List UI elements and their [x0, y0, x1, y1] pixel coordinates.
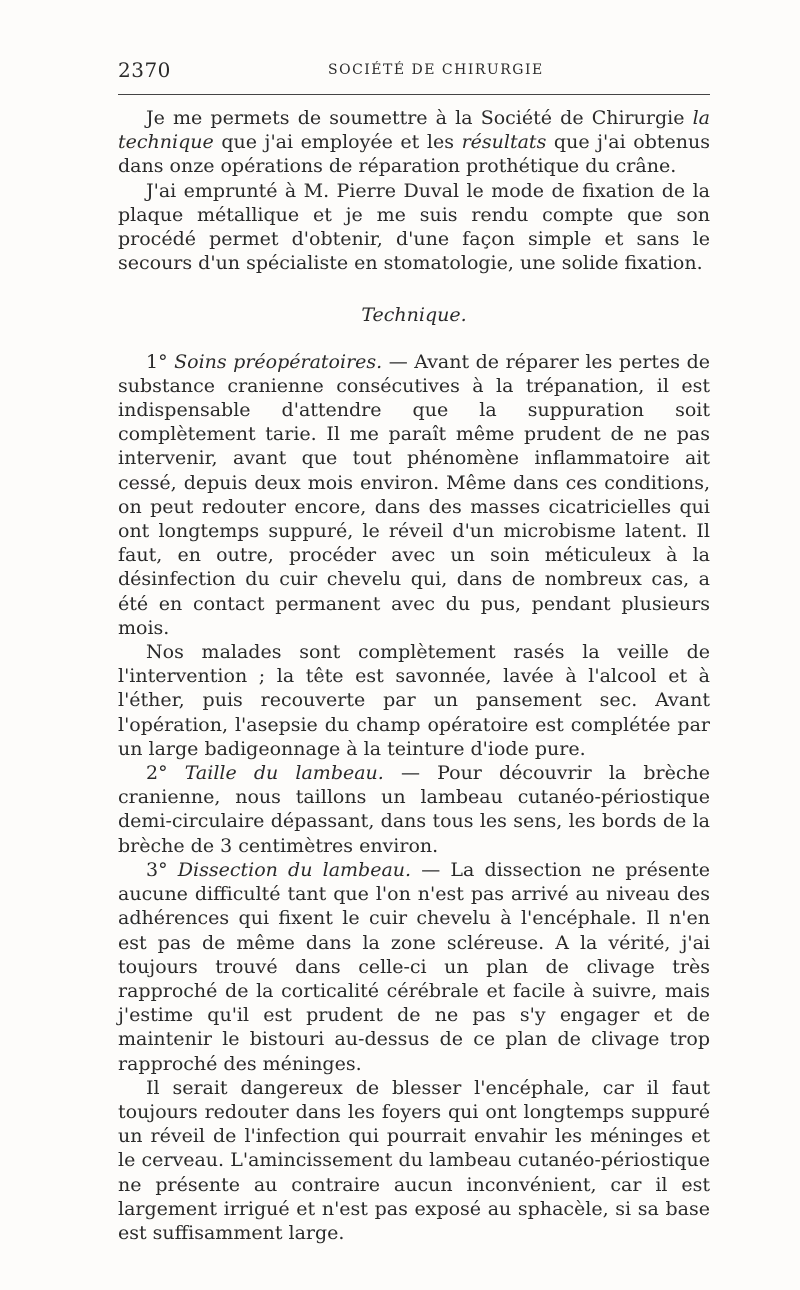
paragraph-dissection	[118, 858, 710, 1076]
item-title: Soins préopératoires.	[174, 350, 383, 373]
item-title: Dissection du lambeau.	[177, 858, 412, 881]
body-text	[118, 106, 710, 1245]
paragraph-malades: Nos malades sont complètement rasés la veille de l'intervention ; la tête est savonnée, lavée à l'alcool et à l'éther, puis recouverte par un pansement sec. Avant l'opération, l'asepsie du champ opératoire est complétée par un large badigeonnage à la teinture d'iode pure.	[118, 641, 710, 760]
text-run: — Pour découvrir la brèche cranienne, nous taillons un lambeau cutanéo-périostique demi-circulaire dépassant, dans tous les sens, les bords de la brèche de 3 centimètres environ.	[118, 762, 710, 857]
item-number: 1°	[146, 350, 175, 373]
header-rule	[118, 94, 710, 95]
text-run: que j'ai obtenus dans onze opérations de réparation prothétique du crâne.	[118, 131, 710, 178]
paragraph-taille	[118, 761, 710, 858]
page-number: 2370	[118, 58, 171, 82]
page-header	[118, 56, 710, 86]
item-title: Taille du lambeau.	[184, 762, 384, 785]
emphasis-resultats: résultats	[461, 131, 547, 154]
paragraph-duval: J'ai emprunté à M. Pierre Duval le mode de fixation de la plaque métallique et je me suis rendu compte que son procédé permet d'obtenir, d'une façon simple et sans le secours d'un spécialiste en stomatologie, une solide fixation.	[118, 179, 710, 275]
text-run: — La dissection ne présente aucune difficulté tant que l'on n'est pas arrivé au niveau des adhérences qui fixent le cuir chevelu à l'encéphale. Il n'en est pas de même dans la zone scléreuse. A la vérité, j'ai toujours trouvé dans celle-ci un plan de clivage très rapproché de la corticalité cérébrale et facile à suivre, mais j'estime qu'il est prudent de ne pas s'y engager et de maintenir le bistouri au-dessus de ce plan de clivage trop rapproché des méninges.	[118, 858, 710, 1075]
paragraph-soins	[118, 350, 710, 640]
text-run: Je me permets de soumettre à la Société de Chirurgie	[146, 107, 693, 129]
item-number: 3°	[146, 858, 178, 881]
running-head: SOCIÉTÉ DE CHIRURGIE	[328, 62, 544, 78]
section-title: Technique.	[361, 304, 467, 327]
text-run: — Avant de réparer les pertes de substance cranienne consécutives à la trépanation, il est indispensable d'attendre que la suppuration soit complètement tarie. Il me paraît même prudent de ne pas intervenir, avant que tout phénomène inflammatoire ait cessé, depuis deux mois environ. Même dans ces conditions, on peut redouter encore, dans des masses cicatricielles qui ont longtemps suppuré, le réveil d'un microbisme latent. Il faut, en outre, procéder avec un soin méticuleux à la désinfection du cuir chevelu qui, dans de nombreux cas, a été en contact permanent avec du pus, pendant plusieurs mois.	[118, 350, 710, 639]
paragraph-danger: Il serait dangereux de blesser l'encéphale, car il faut toujours redouter dans les foyers qui ont longtemps suppuré un réveil de l'infection qui pourrait envahir les méninges et le cerveau. L'amincissement du lambeau cutanéo-périostique ne présente au contraire aucun inconvénient, car il est largement irrigué et n'est pas exposé au sphacèle, si sa base est suffisamment large.	[118, 1076, 710, 1244]
item-number: 2°	[146, 762, 185, 785]
paragraph-intro	[118, 106, 710, 179]
emphasis-technique: la technique	[118, 107, 710, 154]
text-run: que j'ai employée et les	[213, 131, 462, 154]
